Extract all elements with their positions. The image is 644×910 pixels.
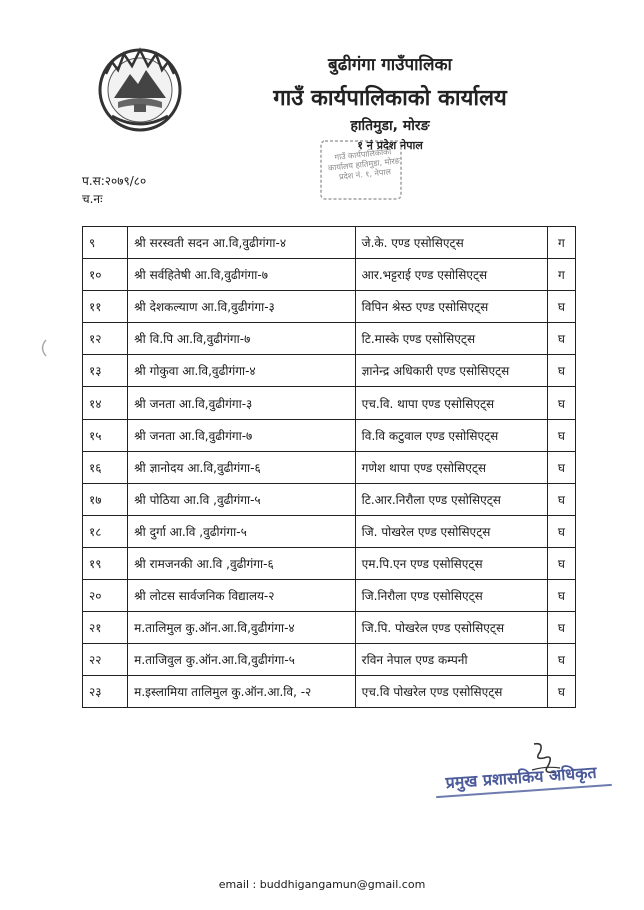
school-name-cell: श्री पोठिया आ.वि ,वुढीगंगा-५ <box>128 483 356 515</box>
school-name-cell: म.इस्लामिया तालिमुल कु.ऑन.आ.वि, -२ <box>128 676 356 708</box>
grade-cell: घ <box>547 676 575 708</box>
audit-firm-cell: टि.मास्के एण्ड एसोसिएट्स <box>355 323 547 355</box>
school-name-cell: म.ताजिवुल कु.ऑन.आ.वि,वुढीगंगा-५ <box>128 644 356 676</box>
audit-firm-cell: जि. पोखरेल एण्ड एसोसिएट्स <box>355 515 547 547</box>
serial-number-cell: १५ <box>83 419 128 451</box>
grade-cell: ग <box>547 259 575 291</box>
grade-cell: घ <box>547 612 575 644</box>
table-row <box>83 515 576 547</box>
serial-number-cell: २० <box>83 580 128 612</box>
table-row <box>83 483 576 515</box>
audit-firm-cell: जे.के. एण्ड एसोसिएट्स <box>355 227 547 259</box>
school-name-cell: श्री जनता आ.वि,वुढीगंगा-३ <box>128 387 356 419</box>
municipality-name: बुढीगंगा गाउँपालिका <box>328 55 452 75</box>
grade-cell: घ <box>547 387 575 419</box>
serial-number-cell: १९ <box>83 547 128 579</box>
office-location: हातिमुडा, मोरङ <box>350 118 430 134</box>
reference-number: प.स:२०७९/८० <box>82 174 147 188</box>
dispatch-number: च.नः <box>82 192 103 206</box>
audit-firm-cell: एच.वि. थापा एण्ड एसोसिएट्स <box>355 387 547 419</box>
school-name-cell: श्री ज्ञानोदय आ.वि,वुढीगंगा-६ <box>128 451 356 483</box>
school-name-cell: श्री दुर्गा आ.वि ,वुढीगंगा-५ <box>128 515 356 547</box>
office-title: गाउँ कार्यपालिकाको कार्यालय <box>273 86 507 111</box>
table-row <box>83 355 576 387</box>
grade-cell: घ <box>547 419 575 451</box>
grade-cell: घ <box>547 547 575 579</box>
table-row <box>83 580 576 612</box>
audit-firm-cell: टि.आर.निरौला एण्ड एसोसिएट्स <box>355 483 547 515</box>
grade-cell: घ <box>547 355 575 387</box>
serial-number-cell: २१ <box>83 612 128 644</box>
table-row <box>83 227 576 259</box>
audit-firm-cell: विपिन श्रेस्ठ एण्ड एसोसिएट्स <box>355 291 547 323</box>
serial-number-cell: २३ <box>83 676 128 708</box>
table-row <box>83 676 576 708</box>
audit-firm-cell: वि.वि कटुवाल एण्ड एसोसिएट्स <box>355 419 547 451</box>
school-name-cell: श्री लोटस सार्वजनिक विद्यालय-२ <box>128 580 356 612</box>
audit-firm-cell: जि.पि. पोखरेल एण्ड एसोसिएट्स <box>355 612 547 644</box>
audit-firm-cell: एच.वि पोखरेल एण्ड एसोसिएट्स <box>355 676 547 708</box>
audit-firm-cell: ज्ञानेन्द्र अधिकारी एण्ड एसोसिएट्स <box>355 355 547 387</box>
school-audit-table <box>82 226 576 708</box>
school-name-cell: श्री गोकुवा आ.वि,वुढीगंगा-४ <box>128 355 356 387</box>
serial-number-cell: १३ <box>83 355 128 387</box>
school-name-cell: श्री सर्वहितेषी आ.वि,वुढीगंगा-७ <box>128 259 356 291</box>
school-name-cell: श्री वि.पि आ.वि,वुढीगंगा-७ <box>128 323 356 355</box>
serial-number-cell: २२ <box>83 644 128 676</box>
audit-firm-cell: एम.पि.एन एण्ड एसोसिएट्स <box>355 547 547 579</box>
margin-mark <box>38 338 48 358</box>
serial-number-cell: १७ <box>83 483 128 515</box>
serial-number-cell: १६ <box>83 451 128 483</box>
grade-cell: घ <box>547 644 575 676</box>
table-row <box>83 644 576 676</box>
table-body <box>83 227 576 708</box>
grade-cell: घ <box>547 483 575 515</box>
table-row <box>83 419 576 451</box>
serial-number-cell: ११ <box>83 291 128 323</box>
serial-number-cell: १२ <box>83 323 128 355</box>
grade-cell: घ <box>547 580 575 612</box>
table-row <box>83 451 576 483</box>
grade-cell: घ <box>547 291 575 323</box>
serial-number-cell: १० <box>83 259 128 291</box>
province-line: १ नं प्रदेश नेपाल <box>357 139 423 152</box>
signatory-title: प्रमुख प्रशासकिय अधिकृत <box>444 762 598 793</box>
school-name-cell: श्री जनता आ.वि,वुढीगंगा-७ <box>128 419 356 451</box>
school-name-cell: श्री देशकल्याण आ.वि,वुढीगंगा-३ <box>128 291 356 323</box>
audit-firm-cell: जि.निरौला एण्ड एसोसिएट्स <box>355 580 547 612</box>
school-name-cell: श्री सरस्वती सदन आ.वि,वुढीगंगा-४ <box>128 227 356 259</box>
footer-email: email : buddhigangamun@gmail.com <box>218 878 426 891</box>
audit-firm-cell: रविन नेपाल एण्ड कम्पनी <box>355 644 547 676</box>
school-name-cell: म.तालिमुल कु.ऑन.आ.वि,वुढीगंगा-४ <box>128 612 356 644</box>
nepal-emblem-icon <box>92 40 188 136</box>
table-row <box>83 259 576 291</box>
table-row <box>83 323 576 355</box>
audit-firm-cell: गणेश थापा एण्ड एसोसिएट्स <box>355 451 547 483</box>
serial-number-cell: १४ <box>83 387 128 419</box>
school-name-cell: श्री रामजनकी आ.वि ,वुढीगंगा-६ <box>128 547 356 579</box>
serial-number-cell: ९ <box>83 227 128 259</box>
grade-cell: घ <box>547 323 575 355</box>
table-row <box>83 387 576 419</box>
serial-number-cell: १८ <box>83 515 128 547</box>
office-stamp-text: गाउँ कार्यपालिकाको कार्यालय हातिमुडा, मोरङ प्रदेश नं. १, नेपाल <box>327 147 401 182</box>
table-row <box>83 612 576 644</box>
grade-cell: घ <box>547 451 575 483</box>
audit-firm-cell: आर.भट्टराई एण्ड एसोसिएट्स <box>355 259 547 291</box>
table-row <box>83 291 576 323</box>
grade-cell: घ <box>547 515 575 547</box>
grade-cell: ग <box>547 227 575 259</box>
table-row <box>83 547 576 579</box>
